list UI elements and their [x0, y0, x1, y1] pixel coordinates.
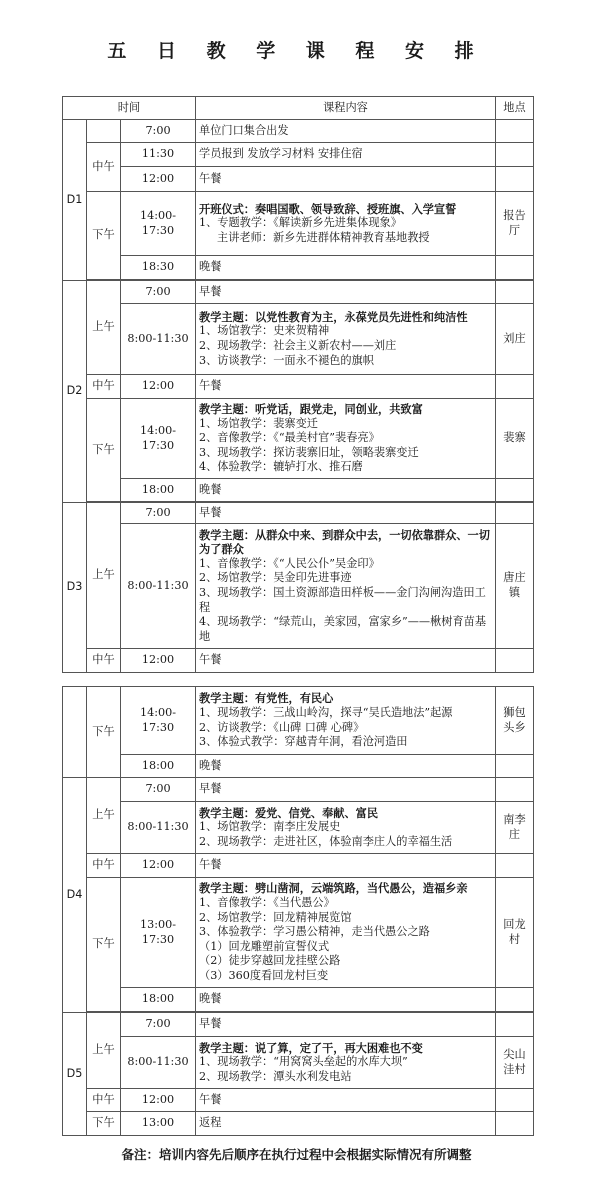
- content-line: 2、现场教学：社会主义新农村——刘庄: [199, 339, 397, 352]
- content-cell: 早餐: [196, 281, 496, 304]
- page-title: 五 日 教 学 课 程 安 排: [107, 40, 486, 62]
- content-cell: [196, 878, 496, 988]
- venue-cell: [496, 649, 534, 673]
- table-row: [63, 479, 534, 502]
- venue-cell: [496, 375, 534, 399]
- venue-cell: [496, 167, 534, 192]
- teaching-theme: 教学主题：有党性，有民心: [199, 691, 334, 706]
- venue-cell: [496, 1013, 534, 1037]
- table-row: [63, 802, 534, 854]
- time-cell: 8:00-11:30: [121, 304, 196, 375]
- time-cell: 12:00: [121, 1089, 196, 1112]
- content-line: 1、音像教学：《“人民公仆”吴金印》: [199, 556, 380, 570]
- venue-cell: [496, 120, 534, 143]
- content-cell: 午餐: [196, 167, 496, 192]
- venue-cell: [496, 854, 534, 878]
- content-line: 2、现场教学：走进社区，体验南李庄人的幸福生活: [199, 834, 453, 848]
- period-label: 下午: [87, 687, 121, 778]
- content-cell: [196, 304, 496, 375]
- day-label: D4: [63, 778, 87, 1013]
- content-line: 1、场馆教学：裴寨变迁: [199, 416, 318, 430]
- venue-cell: 唐庄镇: [496, 524, 534, 649]
- venue-cell: [496, 503, 534, 524]
- time-cell: 12:00: [121, 375, 196, 399]
- content-cell: 晚餐: [196, 988, 496, 1012]
- table-row: [63, 687, 534, 755]
- content-cell: 早餐: [196, 1013, 496, 1037]
- table-row: [63, 524, 534, 649]
- period-label: 上午: [87, 281, 121, 375]
- content-line: 1、专题教学：《解读新乡先进集体现象》: [199, 216, 402, 230]
- content-line: 1、现场教学：三战山岭沟，探寻“吴氏造地法”起源: [199, 705, 453, 719]
- table-row: [63, 256, 534, 280]
- day-label: D3: [63, 503, 87, 673]
- table-row: [63, 143, 534, 167]
- teaching-theme: 教学主题：从群众中来、到群众中去，一切依靠群众、一切为了群众: [199, 527, 490, 557]
- content-line: 主讲老师：新乡先进群体精神教育基地教授: [217, 230, 430, 244]
- content-line: 1、现场教学：“用窝窝头垒起的水库大坝”: [199, 1055, 408, 1069]
- content-cell: 单位门口集合出发: [196, 120, 496, 143]
- table-row: [63, 778, 534, 802]
- table-row: [63, 1112, 534, 1136]
- header-venue: 地点: [496, 97, 534, 120]
- content-line: （3）360度看回龙村巨变: [199, 968, 329, 982]
- venue-cell: [496, 755, 534, 778]
- table-row: [63, 755, 534, 778]
- content-line: 1、音像教学：《当代愚公》: [199, 896, 335, 910]
- content-cell: [196, 1037, 496, 1089]
- content-cell: 返程: [196, 1112, 496, 1136]
- content-cell: [196, 399, 496, 479]
- table-row: [63, 281, 534, 304]
- table-row: [63, 167, 534, 192]
- table-row: [63, 1089, 534, 1112]
- period-label: 中午: [87, 1089, 121, 1112]
- period-label: 中午: [87, 375, 121, 399]
- table-row: [63, 649, 534, 673]
- footnote: 备注：培训内容先后顺序在执行过程中会根据实际情况有所调整: [121, 1147, 472, 1162]
- venue-cell: 狮包头乡: [496, 687, 534, 755]
- content-line: 3、体验式教学：穿越青年洞，看沧河造田: [199, 735, 408, 749]
- content-line: 2、现场教学：潭头水利发电站: [199, 1069, 352, 1083]
- period-label: 下午: [87, 1112, 121, 1136]
- venue-cell: [496, 143, 534, 167]
- content-cell: [196, 802, 496, 854]
- venue-cell: [496, 778, 534, 802]
- period-label: 下午: [87, 192, 121, 280]
- content-line: 1、场馆教学：史来贺精神: [199, 324, 330, 338]
- table-row: [63, 878, 534, 988]
- time-cell: 13:00: [121, 1112, 196, 1136]
- time-cell: 12:00: [121, 167, 196, 192]
- time-cell: 13:00-17:30: [121, 878, 196, 988]
- time-cell: 8:00-11:30: [121, 524, 196, 649]
- content-cell: 午餐: [196, 854, 496, 878]
- content-line: （1）回龙雕塑前宣誓仪式: [199, 939, 330, 953]
- venue-cell: 报告厅: [496, 192, 534, 256]
- venue-cell: 刘庄: [496, 304, 534, 375]
- time-cell: 8:00-11:30: [121, 1037, 196, 1089]
- time-cell: 14:00-17:30: [121, 192, 196, 256]
- content-line: 3、现场教学：探访裴寨旧址，领略裴寨变迁: [199, 445, 419, 459]
- table-row: [63, 120, 534, 143]
- table-row: [63, 1013, 534, 1037]
- day-label: D5: [63, 1013, 87, 1136]
- content-cell: 早餐: [196, 503, 496, 524]
- period-label: 中午: [87, 854, 121, 878]
- schedule-table-2: [62, 686, 534, 1136]
- time-cell: 18:00: [121, 988, 196, 1012]
- period-label: 上午: [87, 778, 121, 854]
- teaching-theme: 教学主题：劈山凿洞，云端筑路，当代愚公，造福乡亲: [199, 881, 468, 896]
- time-cell: 12:00: [121, 854, 196, 878]
- content-line: 1、场馆教学：南李庄发展史: [199, 820, 341, 834]
- content-cell: 午餐: [196, 649, 496, 673]
- table-row: [63, 304, 534, 375]
- venue-cell: 南李庄: [496, 802, 534, 854]
- table-row: [63, 375, 534, 399]
- content-line: 3、访谈教学：一面永不褪色的旗帜: [199, 353, 374, 367]
- time-cell: 8:00-11:30: [121, 802, 196, 854]
- period-label: 中午: [87, 649, 121, 673]
- time-cell: 7:00: [121, 1013, 196, 1037]
- content-cell: 晚餐: [196, 256, 496, 280]
- content-cell: 午餐: [196, 375, 496, 399]
- content-line: 2、场馆教学：吴金印先进事迹: [199, 571, 352, 585]
- table-row: [63, 854, 534, 878]
- time-cell: 18:00: [121, 479, 196, 502]
- content-line: 4、现场教学：“绿荒山，美家园，富家乡”——楸树育苗基地: [199, 615, 487, 643]
- venue-cell: 尖山洼村: [496, 1037, 534, 1089]
- teaching-theme: 教学主题：说了算，定了干，再大困难也不变: [199, 1040, 423, 1055]
- table-row: [63, 503, 534, 524]
- content-line: 4、体验教学：辘轳打水、推石磨: [199, 460, 363, 474]
- content-cell: 早餐: [196, 778, 496, 802]
- time-cell: 12:00: [121, 649, 196, 673]
- venue-cell: [496, 1089, 534, 1112]
- venue-cell: [496, 1112, 534, 1136]
- content-line: 2、访谈教学：《山碑 口碑 心碑》: [199, 720, 365, 734]
- venue-cell: [496, 256, 534, 280]
- content-line: 3、现场教学：国土资源部造田样板——金门沟闸沟造田工程: [199, 586, 486, 614]
- period-label: 中午: [87, 143, 121, 192]
- day-label: D2: [63, 281, 87, 503]
- venue-cell: 裴寨: [496, 399, 534, 479]
- content-cell: 晚餐: [196, 479, 496, 502]
- time-cell: 14:00-17:30: [121, 399, 196, 479]
- venue-cell: [496, 281, 534, 304]
- content-line: （2）徒步穿越回龙挂壁公路: [199, 954, 341, 968]
- period-label: 下午: [87, 399, 121, 502]
- time-cell: 7:00: [121, 281, 196, 304]
- content-cell: 午餐: [196, 1089, 496, 1112]
- table-header-row: [63, 97, 534, 120]
- content-cell: [196, 192, 496, 256]
- content-line: 3、体验教学：学习愚公精神，走当代愚公之路: [199, 925, 430, 939]
- content-cell: [196, 524, 496, 649]
- time-cell: 11:30: [121, 143, 196, 167]
- content-cell: 学员报到 发放学习材料 安排住宿: [196, 143, 496, 167]
- day-cell: [63, 687, 87, 778]
- period-label: 上午: [87, 503, 121, 649]
- table-row: [63, 988, 534, 1012]
- venue-cell: [496, 988, 534, 1012]
- teaching-theme: 教学主题：爱党、信党、奉献、富民: [199, 805, 379, 820]
- schedule-table-1: [62, 96, 534, 673]
- period-cell: [87, 120, 121, 143]
- content-line: 2、场馆教学：回龙精神展览馆: [199, 910, 352, 924]
- header-time: 时间: [63, 97, 196, 120]
- time-cell: 14:00-17:30: [121, 687, 196, 755]
- content-cell: 晚餐: [196, 755, 496, 778]
- table-row: [63, 399, 534, 479]
- table-row: [63, 192, 534, 256]
- period-label: 下午: [87, 878, 121, 1012]
- table-row: [63, 1037, 534, 1089]
- venue-cell: [496, 479, 534, 502]
- venue-cell: 回龙村: [496, 878, 534, 988]
- time-cell: 7:00: [121, 778, 196, 802]
- content-cell: [196, 687, 496, 755]
- teaching-theme: 开班仪式：奏唱国歌、领导致辞、授班旗、入学宣誓: [199, 201, 457, 216]
- header-content: 课程内容: [196, 97, 496, 120]
- content-line: 2、音像教学：《“最美村官”裴春亮》: [199, 431, 380, 445]
- teaching-theme: 教学主题：听党话，跟党走，同创业，共致富: [199, 402, 423, 417]
- time-cell: 7:00: [121, 120, 196, 143]
- day-label: D1: [63, 120, 87, 281]
- time-cell: 18:30: [121, 256, 196, 280]
- period-label: 上午: [87, 1013, 121, 1089]
- time-cell: 7:00: [121, 503, 196, 524]
- teaching-theme: 教学主题：以党性教育为主，永葆党员先进性和纯洁性: [199, 309, 468, 324]
- time-cell: 18:00: [121, 755, 196, 778]
